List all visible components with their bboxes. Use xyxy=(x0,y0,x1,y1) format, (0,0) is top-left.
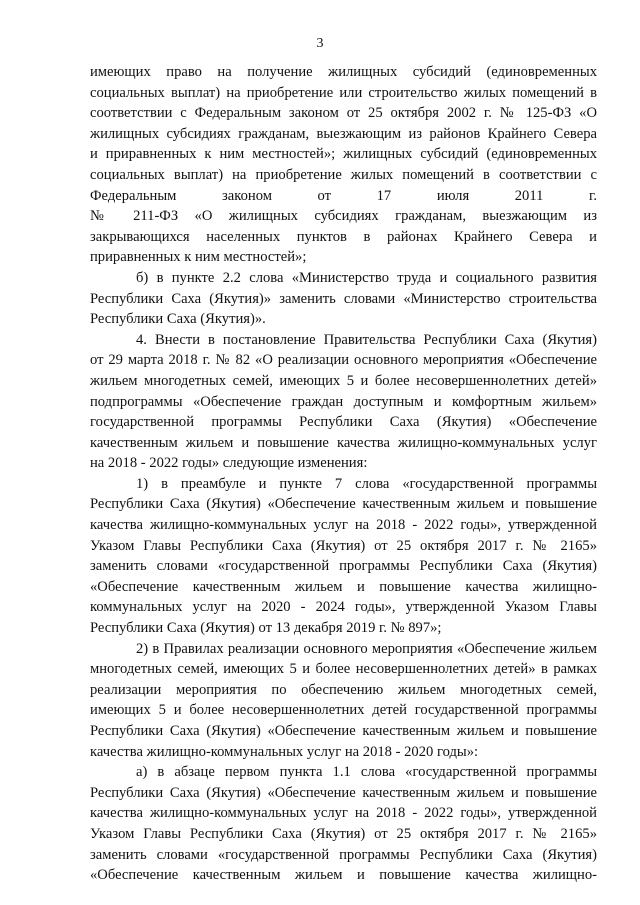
text-line: Республики Саха (Якутия)» заменить словами «Министерство строительства xyxy=(90,290,597,307)
text-line: 4. Внести в постановление Правительства Республики Саха (Якутия) xyxy=(136,331,597,348)
text-line: Республики Саха (Якутия) «Обеспечение качественным жильем и повышение xyxy=(90,723,597,739)
text-line: имеющих 5 и более несовершеннолетних детей государственной программы xyxy=(90,702,597,719)
text-line: на 2018 - 2022 годы» следующие изменения: xyxy=(90,455,368,472)
text-line: б) в пункте 2.2 слова «Министерство труда и социального развития xyxy=(136,269,597,286)
text-line: социальных выплат) на приобретение или строительство жилых помещений в xyxy=(90,84,597,101)
text-line: качества жилищно-коммунальных услуг на 2018 - 2022 годы», утвержденной xyxy=(90,517,597,534)
text-line: а) в абзаце первом пункта 1.1 слова «государственной программы xyxy=(136,764,597,781)
text-line: качества жилищно-коммунальных услуг на 2018 - 2022 годы», утвержденной xyxy=(90,805,597,822)
text-line: имеющих право на получение жилищных субсидий (единовременных xyxy=(90,64,597,80)
text-line: соответствии с Федеральным законом от 25 октября 2002 г. № 125-ФЗ «О xyxy=(90,105,597,122)
text-line: 1) в преамбуле и пункте 7 слова «государственной программы xyxy=(136,475,597,492)
text-line: Федеральным законом от 17 июля 2011 г. xyxy=(90,187,597,204)
text-line: Указом Главы Республики Саха (Якутия) от 25 октября 2017 г. № 2165» xyxy=(90,825,597,842)
text-line: качественным жильем и повышение качества жилищно-коммунальных услуг xyxy=(90,434,597,451)
text-line: жилищных субсидиях гражданам, выезжающим из районов Крайнего Севера xyxy=(90,125,597,142)
text-line: заменить словами «государственной программы Республики Саха (Якутия) xyxy=(90,558,597,575)
text-line: Указом Главы Республики Саха (Якутия) от 25 октября 2017 г. № 2165» xyxy=(90,537,597,554)
document-body xyxy=(90,62,597,886)
text-line: качества жилищно-коммунальных услуг на 2018 - 2020 годы»: xyxy=(90,743,479,760)
text-line: Республики Саха (Якутия)». xyxy=(90,311,266,328)
text-line: реализации мероприятия по обеспечению жильем многодетных семей, xyxy=(90,681,597,698)
text-line: приравненных к ним местностей»; xyxy=(90,249,307,266)
text-line: социальных выплат) на приобретение жилых помещений в соответствии с xyxy=(90,166,597,183)
text-line: и приравненных к ним местностей»; жилищных субсидий (единовременных xyxy=(90,146,597,163)
text-line: государственной программы Республики Саха (Якутия) «Обеспечение xyxy=(90,414,597,431)
text-line: заменить словами «государственной программы Республики Саха (Якутия) xyxy=(90,846,597,863)
page-number: 3 xyxy=(316,36,324,51)
text-line: Республики Саха (Якутия) от 13 декабря 2019 г. № 897»; xyxy=(90,620,442,637)
text-line: от 29 марта 2018 г. № 82 «О реализации основного мероприятия «Обеспечение xyxy=(90,352,597,369)
text-line: жильем многодетных семей, имеющих 5 и более несовершеннолетних детей» xyxy=(90,372,597,389)
text-line: № 211-ФЗ «О жилищных субсидиях гражданам, выезжающим из xyxy=(90,208,597,225)
text-line: «Обеспечение качественным жильем и повышение качества жилищно- xyxy=(90,578,597,595)
text-line: подпрограммы «Обеспечение граждан доступным и комфортным жильем» xyxy=(90,393,597,410)
text-line: «Обеспечение качественным жильем и повышение качества жилищно- xyxy=(90,867,597,884)
text-line: коммунальных услуг на 2020 - 2024 годы», утвержденной Указом Главы xyxy=(90,599,597,616)
text-line: многодетных семей, имеющих 5 и более несовершеннолетних детей» в рамках xyxy=(90,661,597,678)
text-line: закрывающихся населенных пунктов в районах Крайнего Севера и xyxy=(90,228,597,245)
text-line: Республики Саха (Якутия) «Обеспечение качественным жильем и повышение xyxy=(90,784,597,801)
text-line: Республики Саха (Якутия) «Обеспечение качественным жильем и повышение xyxy=(90,496,597,513)
text-line: 2) в Правилах реализации основного мероприятия «Обеспечение жильем xyxy=(136,640,597,657)
